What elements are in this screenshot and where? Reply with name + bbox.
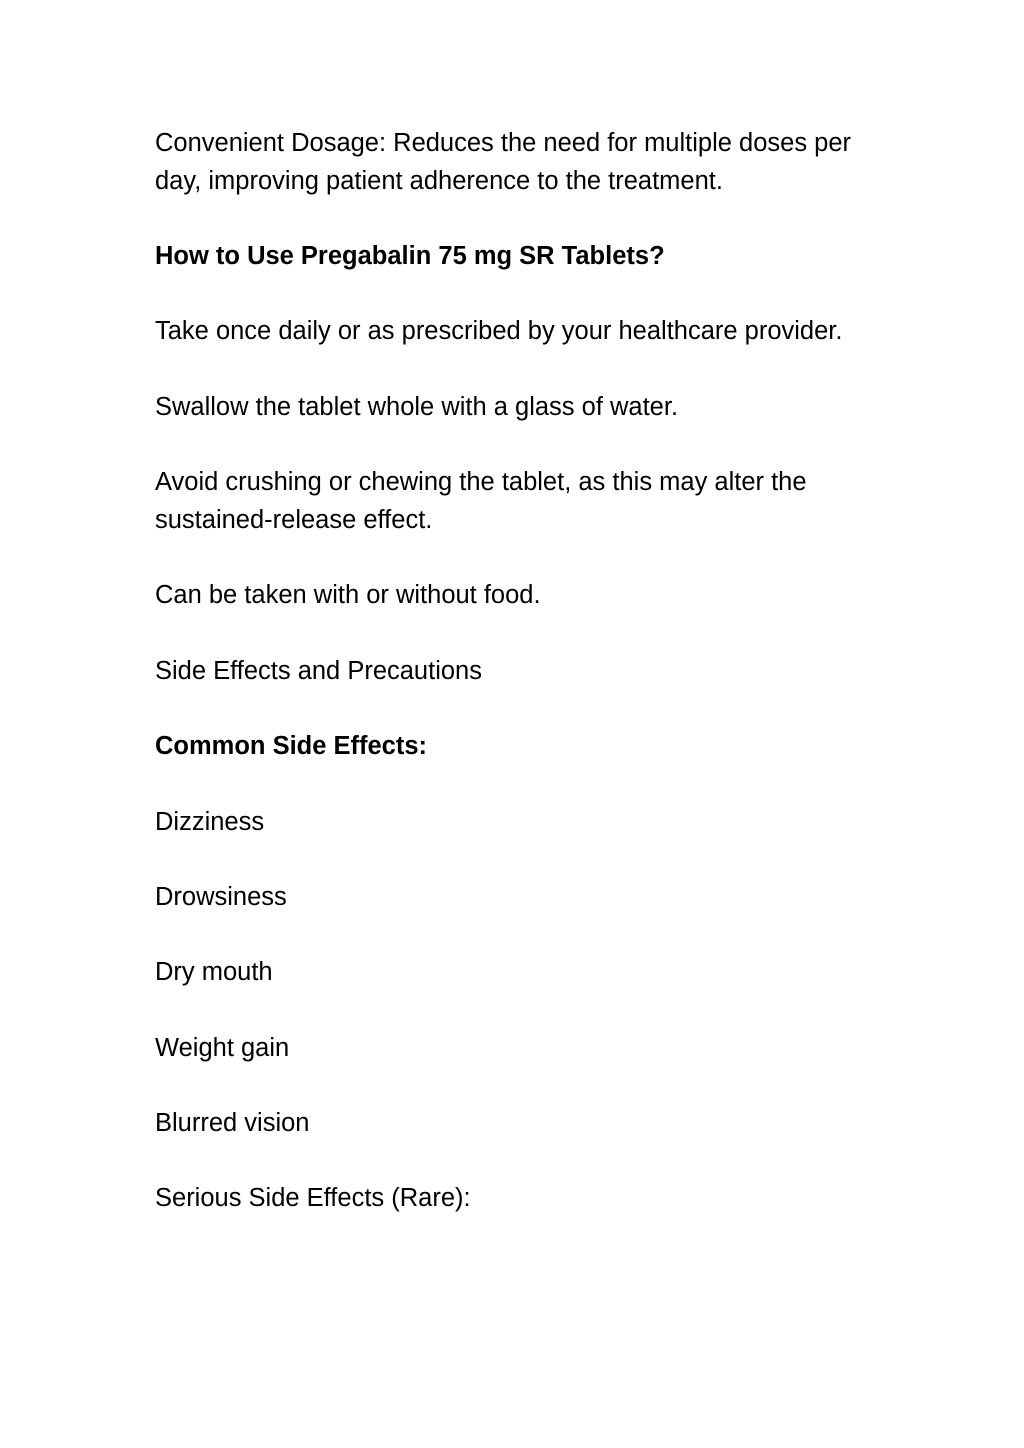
heading-how-to-use: How to Use Pregabalin 75 mg SR Tablets? [155, 242, 665, 271]
list-item-dry-mouth: Dry mouth [155, 958, 273, 987]
heading-common-side-effects: Common Side Effects: [155, 732, 428, 761]
list-item-blurred-vision: Blurred vision [155, 1109, 310, 1138]
list-item-drowsiness: Drowsiness [155, 882, 287, 911]
paragraph-convenient-dosage: Convenient Dosage: Reduces the need for multiple doses per day, improving patient adherence to the treatment. [155, 129, 852, 195]
section-side-effects-precautions: Side Effects and Precautions [155, 656, 482, 685]
paragraph-with-or-without-food: Can be taken with or without food. [155, 581, 541, 610]
list-item-weight-gain: Weight gain [155, 1033, 290, 1062]
paragraph-avoid-crushing: Avoid crushing or chewing the tablet, as this may alter the sustained-release effect. [155, 468, 807, 534]
paragraph-take-once-daily: Take once daily or as prescribed by your healthcare provider. [155, 317, 843, 346]
list-item-dizziness: Dizziness [155, 807, 265, 836]
document-page [155, 125, 855, 1218]
paragraph-swallow-whole: Swallow the tablet whole with a glass of water. [155, 392, 679, 421]
heading-serious-side-effects: Serious Side Effects (Rare): [155, 1184, 471, 1213]
